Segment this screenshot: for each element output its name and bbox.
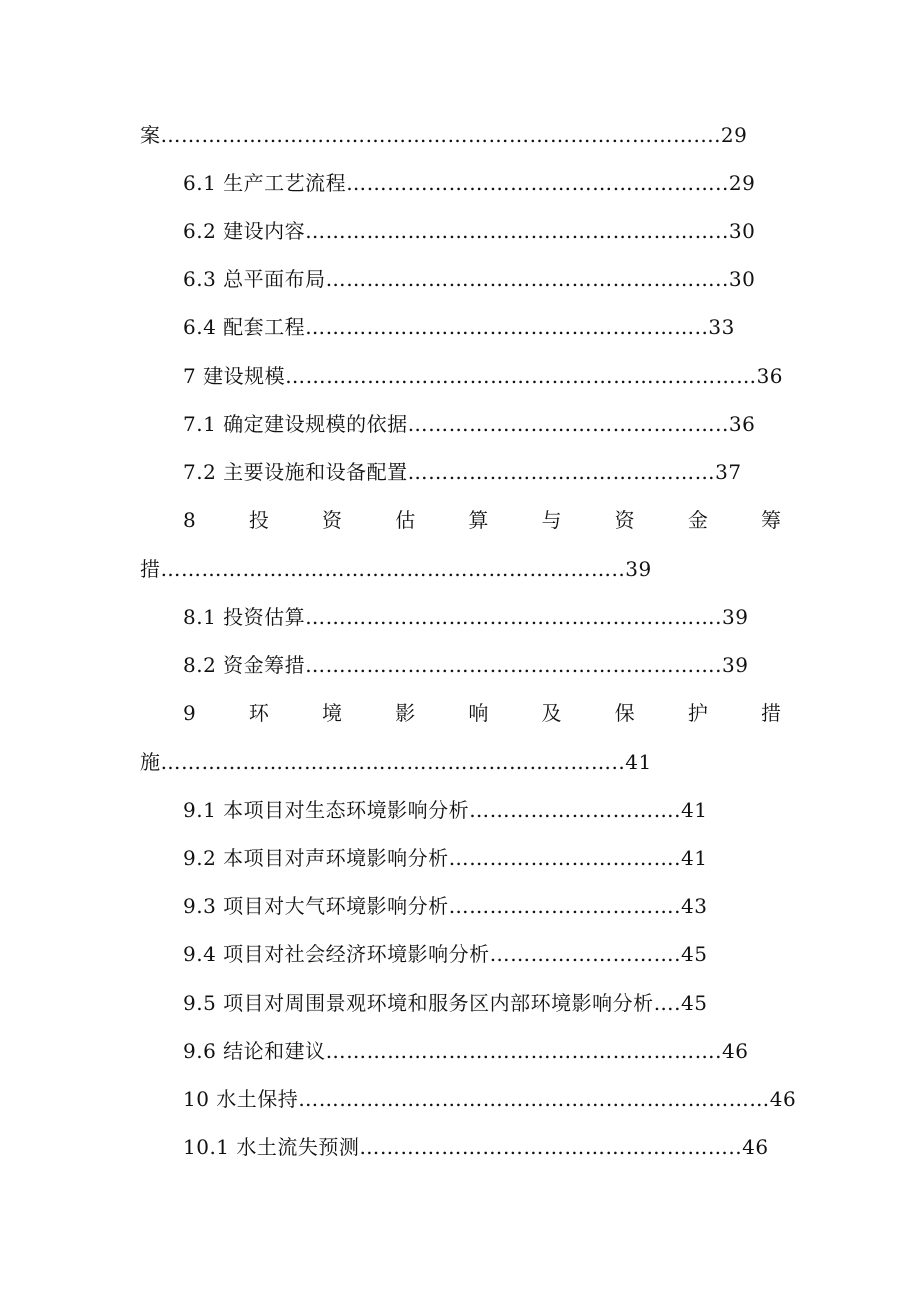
split-char: 保 [614, 701, 635, 725]
split-char: 响 [468, 701, 489, 725]
split-char: 投 [248, 508, 269, 532]
toc-entry-9-2[interactable]: 9.2 本项目对声环境影响分析…………………………….41 [183, 846, 708, 870]
toc-entry-8-1[interactable]: 8.1 投资估算…………………………………………………….39 [183, 605, 749, 629]
toc-entry-6-3[interactable]: 6.3 总平面布局…………………………………………………..30 [183, 267, 756, 291]
split-char: 筹 [760, 508, 781, 532]
toc-entry-9-5[interactable]: 9.5 项目对周围景观环境和服务区内部环境影响分析….45 [183, 991, 708, 1015]
split-char: 资 [322, 508, 343, 532]
toc-entry-6-4[interactable]: 6.4 配套工程…………………………………………………..33 [183, 315, 735, 339]
split-char: 境 [322, 701, 343, 725]
split-char: 影 [395, 701, 416, 725]
toc-entry-6-2[interactable]: 6.2 建设内容……………………………………………………..30 [183, 219, 756, 243]
toc-entry-8-heading[interactable] [183, 508, 781, 532]
toc-entry-8-2[interactable]: 8.2 资金筹措…………………………………………………….39 [183, 653, 749, 677]
toc-entry-9-4[interactable]: 9.4 项目对社会经济环境影响分析……………………….45 [183, 942, 708, 966]
toc-entry-6-cont[interactable]: 案……………………………………………………………………....29 [140, 123, 748, 147]
split-char: 及 [541, 701, 562, 725]
toc-entry-7-2[interactable]: 7.2 主要设施和设备配置………………………………………37 [183, 460, 742, 484]
toc-entry-7[interactable]: 7 建设规模……………………………………………………………36 [183, 364, 784, 388]
split-char: 护 [687, 701, 708, 725]
split-char: 与 [541, 508, 562, 532]
toc-entry-9-1[interactable]: 9.1 本项目对生态环境影响分析………………………….41 [183, 798, 708, 822]
toc-entry-10-1[interactable]: 10.1 水土流失预测………………………………………………..46 [183, 1135, 769, 1159]
toc-entry-8-cont[interactable]: 措…………………………………………………………..39 [140, 557, 652, 581]
toc-entry-9-cont[interactable]: 施…………………………………………………………..41 [140, 750, 652, 774]
split-char: 环 [248, 701, 269, 725]
split-char: 措 [760, 701, 781, 725]
toc-entry-9-3[interactable]: 9.3 项目对大气环境影响分析…………………………….43 [183, 894, 708, 918]
split-char: 估 [395, 508, 416, 532]
toc-entry-7-1[interactable]: 7.1 确定建设规模的依据………………………………………..36 [183, 412, 756, 436]
toc-entry-9-heading[interactable] [183, 701, 781, 725]
toc-entry-10[interactable]: 10 水土保持……………………………………………………………46 [183, 1087, 797, 1111]
split-char: 资 [614, 508, 635, 532]
split-char: 算 [468, 508, 489, 532]
toc-entry-6-1[interactable]: 6.1 生产工艺流程………………………………………………..29 [183, 171, 756, 195]
toc-entry-9-6[interactable]: 9.6 结论和建议………………………………………………….46 [183, 1039, 749, 1063]
split-char: 8 [183, 508, 196, 532]
split-char: 金 [687, 508, 708, 532]
split-char: 9 [183, 701, 196, 725]
